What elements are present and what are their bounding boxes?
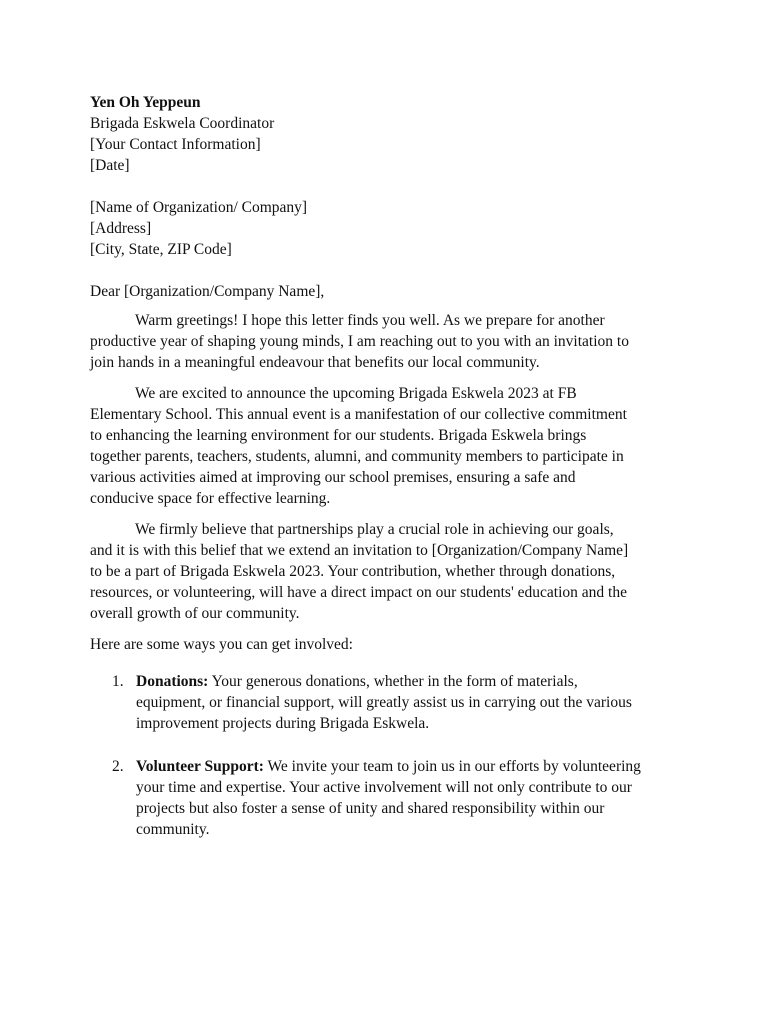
recipient-block: [90, 197, 680, 260]
paragraph-line: various activities aimed at improving our school premises, ensuring a safe and: [90, 469, 576, 486]
list-item-text: Your generous donations, whether in the form of materials,: [208, 673, 578, 690]
list-item-title: Donations:: [136, 673, 209, 690]
paragraph-line: conducive space for effective learning.: [90, 490, 331, 507]
paragraph-line: productive year of shaping young minds, I am reaching out to you with an invitation to: [90, 333, 629, 350]
paragraph-line: to be a part of Brigada Eskwela 2023. Your contribution, whether through donations,: [90, 563, 616, 580]
recipient-organization: [Name of Organization/ Company]: [90, 199, 308, 216]
paragraph-line: Warm greetings! I hope this letter finds you well. As we prepare for another: [135, 312, 605, 329]
paragraph-line: resources, or volunteering, will have a direct impact on our students' education and the: [90, 584, 627, 601]
sender-name: Yen Oh Yeppeun: [90, 94, 201, 111]
list-number: 1.: [112, 673, 124, 690]
paragraph-greeting: [90, 310, 680, 373]
paragraph-line: We are excited to announce the upcoming Brigada Eskwela 2023 at FB: [135, 385, 577, 402]
sender-title: Brigada Eskwela Coordinator: [90, 115, 275, 132]
paragraph-line: Elementary School. This annual event is a manifestation of our collective commitment: [90, 406, 627, 423]
salutation: Dear [Organization/Company Name],: [90, 283, 325, 300]
sender-contact: [Your Contact Information]: [90, 136, 261, 153]
paragraph-line: and it is with this belief that we extend an invitation to [Organization/Company Name]: [90, 542, 629, 559]
paragraph-announcement: [90, 383, 680, 509]
list-item-volunteer: [90, 756, 680, 840]
recipient-city: [City, State, ZIP Code]: [90, 241, 232, 258]
paragraph-line: join hands in a meaningful endeavour that benefits our local community.: [90, 354, 540, 371]
list-item-text: community.: [136, 821, 210, 838]
list-item-text: improvement projects during Brigada Eskwela.: [136, 715, 430, 732]
paragraph-line: We firmly believe that partnerships play a crucial role in achieving our goals,: [135, 521, 614, 538]
sender-date: [Date]: [90, 157, 130, 174]
paragraph-line: to enhancing the learning environment for our students. Brigada Eskwela brings: [90, 427, 587, 444]
paragraph-partnership: [90, 519, 680, 624]
paragraph-line: together parents, teachers, students, alumni, and community members to participate in: [90, 448, 624, 465]
list-number: 2.: [112, 758, 124, 775]
recipient-address: [Address]: [90, 220, 152, 237]
list-item-text: your time and expertise. Your active involvement will not only contribute to our: [136, 779, 632, 796]
list-item-text: equipment, or financial support, will greatly assist us in carrying out the various: [136, 694, 632, 711]
list-item-donations: [90, 671, 680, 734]
list-item-text: projects but also foster a sense of unity and shared responsibility within our: [136, 800, 605, 817]
letter-content: [90, 92, 680, 862]
ways-intro: Here are some ways you can get involved:: [90, 636, 353, 653]
ways-list: [90, 671, 680, 840]
list-item-text: We invite your team to join us in our efforts by volunteering: [263, 758, 641, 775]
paragraph-line: overall growth of our community.: [90, 605, 300, 622]
sender-block: [90, 92, 680, 176]
list-item-title: Volunteer Support:: [136, 758, 264, 775]
